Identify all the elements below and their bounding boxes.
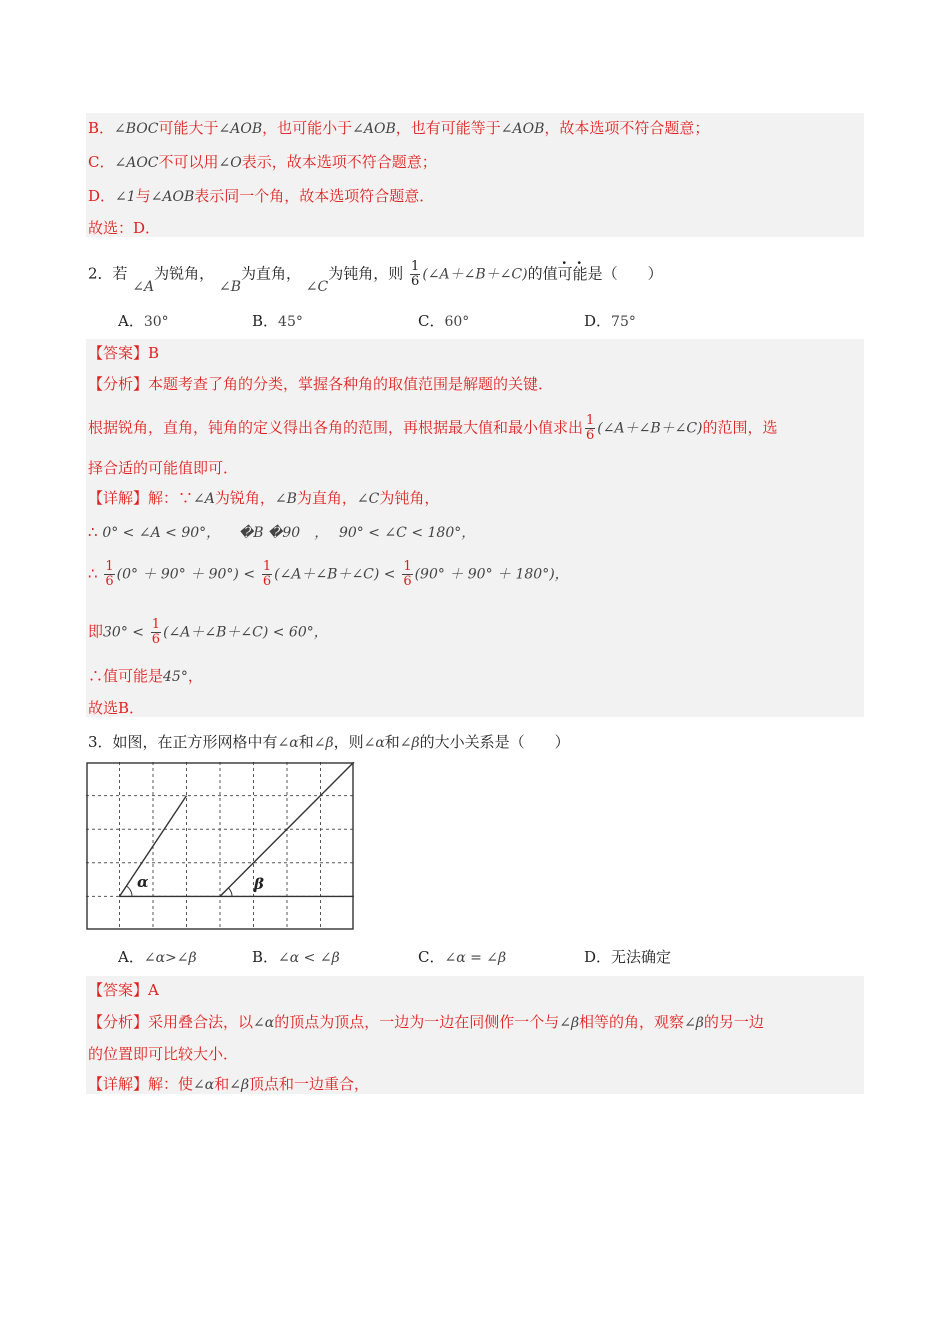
step-4: ∴值可能是45°， xyxy=(88,667,203,685)
question-3: 3．如图，在正方形网格中有∠α和∠β，则∠α和∠β的大小关系是（ ） xyxy=(88,733,570,751)
q3-option-d[interactable]: D．无法确定 xyxy=(584,948,672,966)
q3-option-a[interactable]: A．∠α>∠β xyxy=(118,948,197,966)
q3-option-b[interactable]: B．∠α < ∠β xyxy=(252,948,340,966)
fraction-one-sixth: $\frac{1}{6}$ xyxy=(586,413,595,443)
grid-lines xyxy=(86,762,354,930)
alpha-arc xyxy=(127,886,133,896)
answer-2: 【答案】B xyxy=(88,344,160,362)
q2-option-d[interactable]: D．75° xyxy=(584,312,636,330)
option-b-explanation: B．∠BOC可能大于∠AOB，也可能小于∠AOB，也有可能等于∠AOB，故本选项不符合题意； xyxy=(88,119,710,137)
beta-arc xyxy=(229,888,233,896)
q2-option-b[interactable]: B．45° xyxy=(252,312,303,330)
question-2: 2．若 ∠A为锐角， ∠B为直角， ∠C为钝角，则 $\frac{1}{6}$ (∠A＋∠B＋∠C)的值可能是（ ） xyxy=(88,259,663,295)
step-2: ∴ $\frac{1}{6}$ (0° ＋ 90° ＋ 90°) < $\frac{1}{6}$ (∠A＋∠B＋∠C) < $\frac{1}{6}$ (90° ＋ 90° ＋ 180°)， xyxy=(88,559,569,589)
analysis-3-cont: 的位置即可比较大小． xyxy=(88,1045,239,1063)
reasoning-2: 根据锐角，直角，钝角的定义得出各角的范围，再根据最大值和最小值求出 $\frac{1}{6}$ (∠A＋∠B＋∠C)的范围，选 xyxy=(88,413,778,443)
step-1: ∴ 0° < ∠A < 90°， �B �90 ， 90° < ∠C < 180°， xyxy=(88,523,476,541)
analysis-3: 【分析】采用叠合法，以∠α的顶点为顶点，一边为一边在同侧作一个与∠β相等的角，观察∠β的另一边 xyxy=(88,1013,764,1031)
option-d-explanation: D．∠1与∠AOB表示同一个角，故本选项符合题意． xyxy=(88,187,435,205)
detail-3: 【详解】解：使∠α和∠β顶点和一边重合， xyxy=(88,1075,370,1093)
alpha-label: α xyxy=(137,873,149,891)
q2-option-c[interactable]: C．60° xyxy=(418,312,470,330)
fraction-one-sixth: $\frac{1}{6}$ xyxy=(411,259,420,289)
choice-b: 故选B． xyxy=(88,699,145,717)
q3-option-c[interactable]: C．∠α = ∠β xyxy=(418,948,507,966)
grid-figure xyxy=(86,762,356,932)
choice-d: 故选：D． xyxy=(88,219,161,237)
answer-3: 【答案】A xyxy=(88,981,159,999)
option-c-explanation: C．∠AOC不可以用∠O表示，故本选项不符合题意； xyxy=(88,153,437,171)
beta-label: β xyxy=(254,875,264,893)
step-3: 即30° < $\frac{1}{6}$ (∠A＋∠B＋∠C) < 60°， xyxy=(88,617,328,647)
analysis-2: 【分析】本题考查了角的分类，掌握各种角的取值范围是解题的关键． xyxy=(88,375,554,393)
detail-2: 【详解】解：∵∠A为锐角，∠B为直角，∠C为钝角， xyxy=(88,489,440,507)
reasoning-2-cont: 择合适的可能值即可． xyxy=(88,459,239,477)
q2-option-a[interactable]: A．30° xyxy=(118,312,169,330)
